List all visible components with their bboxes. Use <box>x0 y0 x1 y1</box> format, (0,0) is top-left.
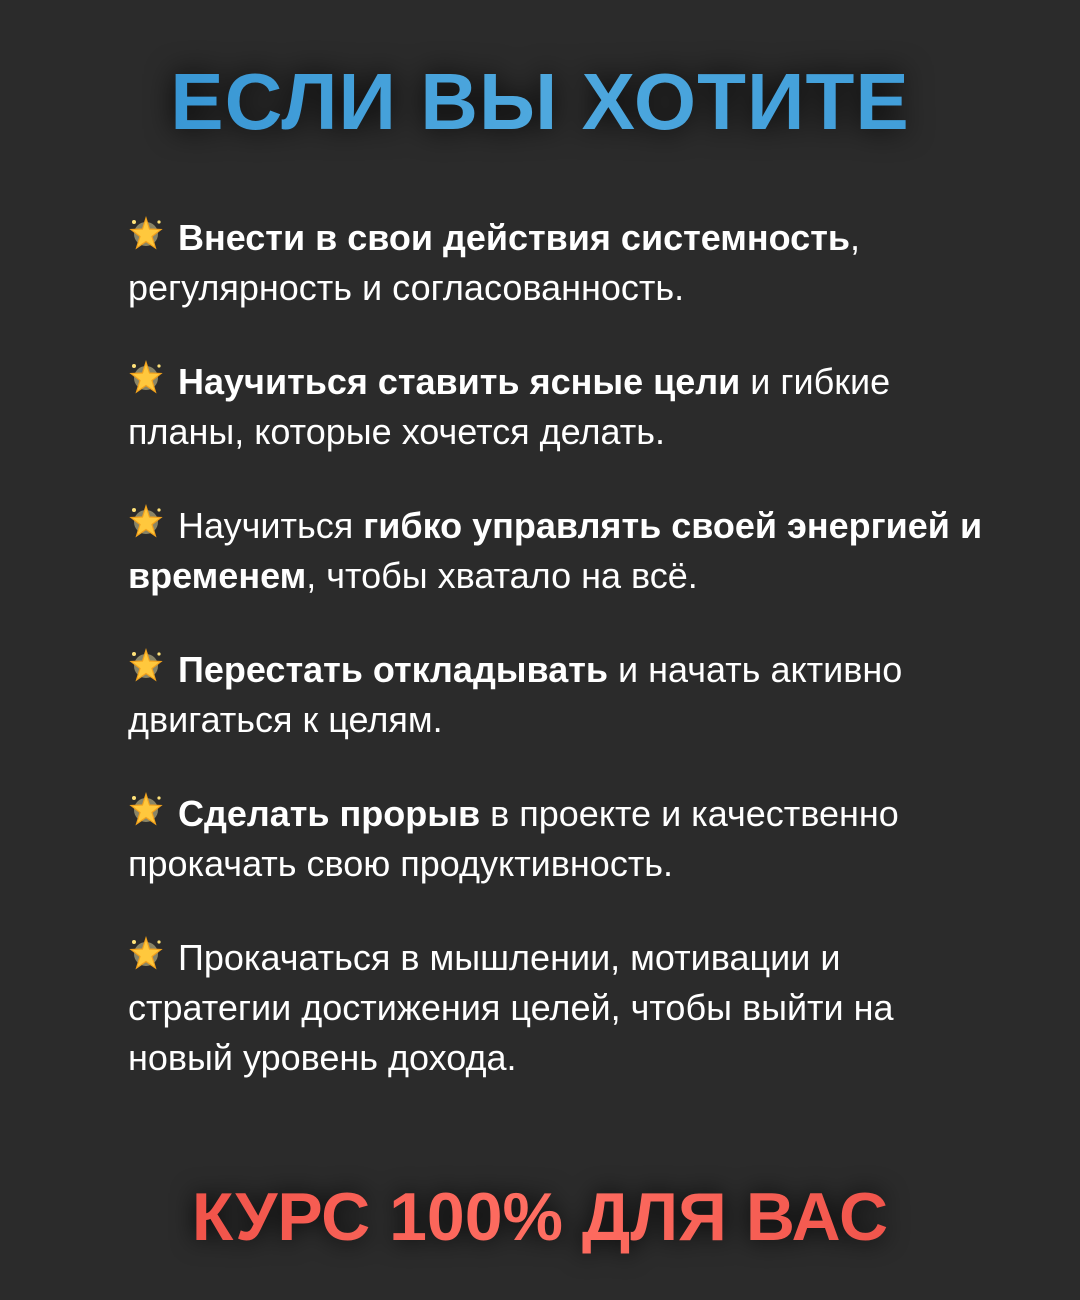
item-text: в проекте и качественно прокачать свою продуктивность. <box>128 793 899 884</box>
item-text: Прокачаться в мышлении, мотивации и стратегии достижения целей, чтобы выйти на новый уровень дохода. <box>128 937 894 1078</box>
item-text: и начать активно двигаться к целям. <box>128 649 903 740</box>
list-item <box>128 213 988 313</box>
headline: ЕСЛИ ВЫ ХОТИТЕ <box>0 52 1080 152</box>
item-text: и гибкие планы, которые хочется делать. <box>128 361 891 452</box>
benefits-list <box>128 213 988 1083</box>
list-item <box>128 645 988 745</box>
glowing-star-icon <box>128 936 164 972</box>
item-bold-text: Сделать прорыв <box>178 793 481 834</box>
glowing-star-icon <box>128 648 164 684</box>
item-bold-text: гибко управлять своей энергией и временем <box>128 505 983 596</box>
item-bold-text: Научиться ставить ясные цели <box>178 361 741 402</box>
list-item <box>128 357 988 457</box>
item-bold-text: Внести в свои действия системность <box>178 217 850 258</box>
list-item <box>128 789 988 889</box>
list-item <box>128 933 988 1083</box>
glowing-star-icon <box>128 216 164 252</box>
list-item <box>128 501 988 601</box>
item-lead-text: Научиться <box>178 505 364 546</box>
glowing-star-icon <box>128 792 164 828</box>
item-text: , чтобы хватало на всё. <box>306 555 698 596</box>
item-text: , регулярность и согласованность. <box>128 217 860 308</box>
item-bold-text: Перестать откладывать <box>178 649 608 690</box>
glowing-star-icon <box>128 360 164 396</box>
call-to-action-text: КУРС 100% ДЛЯ ВАС <box>0 1172 1080 1262</box>
glowing-star-icon <box>128 504 164 540</box>
